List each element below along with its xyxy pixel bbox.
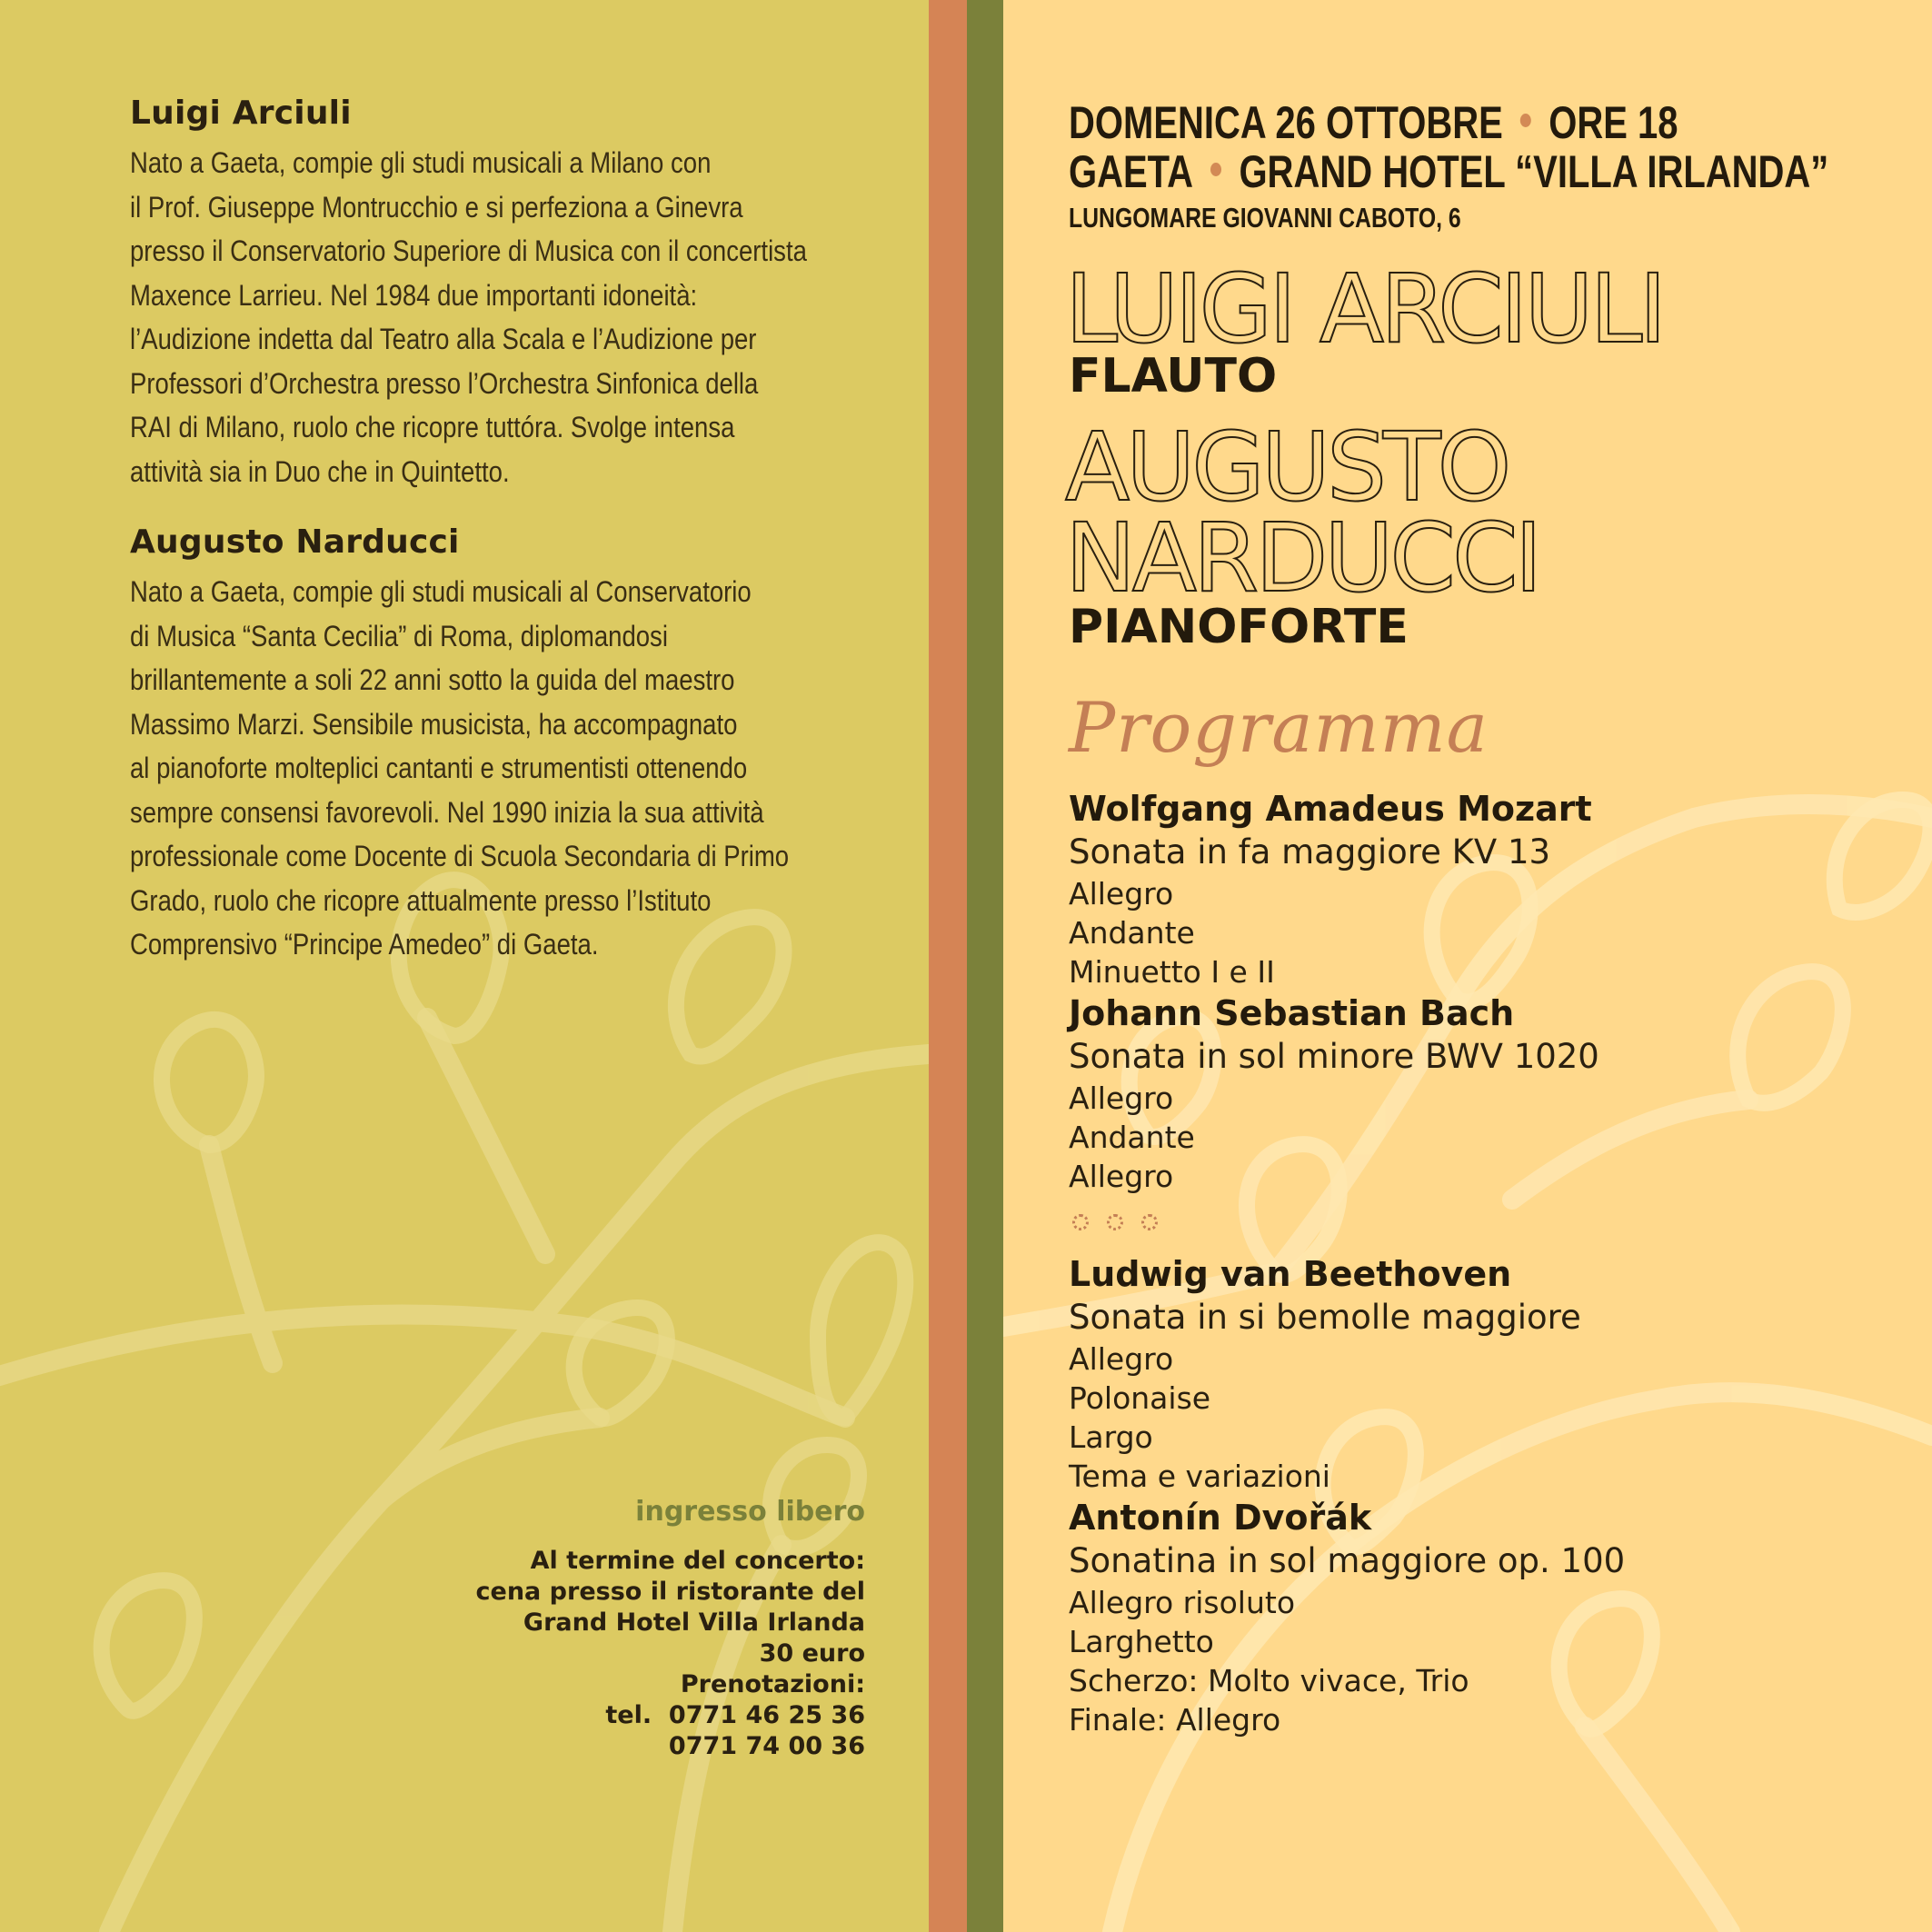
info-line: Al termine del concerto: bbox=[530, 1547, 865, 1575]
event-venue: GRAND HOTEL “VILLA IRLANDA” bbox=[1239, 146, 1829, 197]
bio-line: il Prof. Giuseppe Montrucchio e si perfeziona a Ginevra bbox=[130, 190, 743, 224]
bio-line: Grado, ruolo che ricopre attualmente presso l’Istituto bbox=[130, 883, 712, 917]
info-phone: 0771 74 00 36 bbox=[668, 1732, 865, 1760]
movement: Andante bbox=[1069, 1120, 1195, 1155]
bio-line: Comprensivo “Principe Amedeo” di Gaeta. bbox=[130, 928, 599, 961]
composer-name: Johann Sebastian Bach bbox=[1069, 993, 1515, 1033]
bio-line: l’Audizione indetta dal Teatro alla Scala e l’Audizione per bbox=[130, 323, 757, 355]
performers bbox=[1065, 254, 1664, 654]
movement: Allegro bbox=[1069, 876, 1174, 911]
program-piece bbox=[1069, 787, 1905, 991]
bio-line: professionale come Docente di Scuola Secondaria di Primo bbox=[130, 840, 790, 872]
info-line: Grand Hotel Villa Irlanda bbox=[523, 1608, 865, 1637]
movement: Scherzo: Molto vivace, Trio bbox=[1069, 1663, 1469, 1698]
program-list bbox=[1069, 787, 1905, 1739]
event-date-time bbox=[1069, 98, 1828, 147]
bio-augusto-narducci bbox=[130, 523, 893, 967]
event-time: ORE 18 bbox=[1549, 97, 1678, 148]
composer-name: Wolfgang Amadeus Mozart bbox=[1069, 789, 1592, 829]
info-price: 30 euro bbox=[759, 1639, 865, 1668]
flower-ornament-icon bbox=[1141, 1214, 1158, 1230]
info-line: Prenotazioni: bbox=[680, 1670, 865, 1698]
movement: Polonaise bbox=[1069, 1380, 1211, 1416]
bio-line: attività sia in Duo che in Quintetto. bbox=[130, 454, 510, 488]
movement: Allegro bbox=[1069, 1341, 1174, 1377]
flower-ornament-icon bbox=[1072, 1214, 1089, 1230]
bio-luigi-arciuli bbox=[130, 95, 893, 493]
composer-name: Ludwig van Beethoven bbox=[1069, 1254, 1512, 1294]
movement: Allegro bbox=[1069, 1159, 1174, 1194]
bio-line: Professori d’Orchestra presso l’Orchestra Sinfonica della bbox=[130, 366, 759, 400]
bio-name: Luigi Arciuli bbox=[130, 95, 352, 132]
movement: Minuetto I e II bbox=[1069, 954, 1275, 990]
program-piece bbox=[1069, 1496, 1905, 1739]
bio-line: al pianoforte molteplici cantanti e strumentisti ottenendo bbox=[130, 752, 748, 784]
work-title: Sonata in sol minore BWV 1020 bbox=[1069, 1037, 1599, 1076]
work-title: Sonata in fa maggiore KV 13 bbox=[1069, 832, 1551, 871]
work-title: Sonata in si bemolle maggiore bbox=[1069, 1298, 1581, 1337]
bullet-dot-icon bbox=[1520, 114, 1531, 127]
movement: Allegro risoluto bbox=[1069, 1585, 1296, 1620]
bio-line: presso il Conservatorio Superiore di Musica con il concertista bbox=[130, 234, 807, 267]
movement: Finale: Allegro bbox=[1069, 1702, 1281, 1738]
bio-line: Nato a Gaeta, compie gli studi musicali a Milano con bbox=[130, 146, 712, 179]
performer-2-instrument: PIANOFORTE bbox=[1069, 600, 1409, 654]
program-piece bbox=[1069, 991, 1905, 1196]
info-line: cena presso il ristorante del bbox=[475, 1578, 865, 1606]
free-entry-label: ingresso libero bbox=[635, 1496, 865, 1528]
bullet-dot-icon bbox=[1210, 163, 1221, 176]
info-phone: tel. 0771 46 25 36 bbox=[605, 1701, 865, 1729]
flower-ornament-icon bbox=[1107, 1214, 1123, 1230]
bio-line: RAI di Milano, ruolo che ricopre tuttóra. Svolge intensa bbox=[130, 411, 735, 443]
bio-line: sempre consensi favorevoli. Nel 1990 inizia la sua attività bbox=[130, 795, 764, 829]
divider-stripe-orange bbox=[929, 0, 967, 1932]
movement: Largo bbox=[1069, 1419, 1153, 1455]
movement: Larghetto bbox=[1069, 1624, 1214, 1659]
bio-line: Nato a Gaeta, compie gli studi musicali al Conservatorio bbox=[130, 575, 752, 608]
event-day: DOMENICA 26 OTTOBRE bbox=[1069, 97, 1503, 148]
movement: Andante bbox=[1069, 915, 1195, 951]
event-address: LUNGOMARE GIOVANNI CABOTO, 6 bbox=[1069, 202, 1461, 234]
event-city: GAETA bbox=[1069, 146, 1194, 197]
movement: Tema e variazioni bbox=[1069, 1459, 1330, 1494]
interval-separator bbox=[1072, 1214, 1905, 1230]
program-title: Programma bbox=[1069, 687, 1489, 768]
bio-line: Massimo Marzi. Sensibile musicista, ha accompagnato bbox=[130, 707, 738, 741]
movement: Allegro bbox=[1069, 1081, 1174, 1116]
performer-2-name-line1: AUGUSTO bbox=[1065, 412, 1509, 523]
bio-name: Augusto Narducci bbox=[130, 523, 460, 561]
bio-line: di Musica “Santa Cecilia” di Roma, diplomandosi bbox=[130, 619, 668, 652]
work-title: Sonatina in sol maggiore op. 100 bbox=[1069, 1541, 1626, 1580]
performer-1-instrument: FLAUTO bbox=[1069, 349, 1278, 403]
event-location bbox=[1069, 147, 1828, 196]
bio-text bbox=[130, 141, 896, 493]
composer-name: Antonín Dvořák bbox=[1069, 1498, 1372, 1538]
bio-text bbox=[130, 570, 896, 967]
left-panel bbox=[0, 0, 929, 1932]
bio-line: brillantemente a soli 22 anni sotto la guida del maestro bbox=[130, 663, 735, 696]
event-header bbox=[1069, 98, 1932, 234]
program-piece bbox=[1069, 1252, 1905, 1496]
info-block bbox=[476, 1496, 865, 1762]
performer-1-name: LUIGI ARCIULI bbox=[1065, 254, 1664, 364]
performer-2-name-line2: NARDUCCI bbox=[1065, 503, 1539, 613]
divider-stripe-green bbox=[967, 0, 1003, 1932]
bio-line: Maxence Larrieu. Nel 1984 due importanti idoneità: bbox=[130, 278, 698, 312]
